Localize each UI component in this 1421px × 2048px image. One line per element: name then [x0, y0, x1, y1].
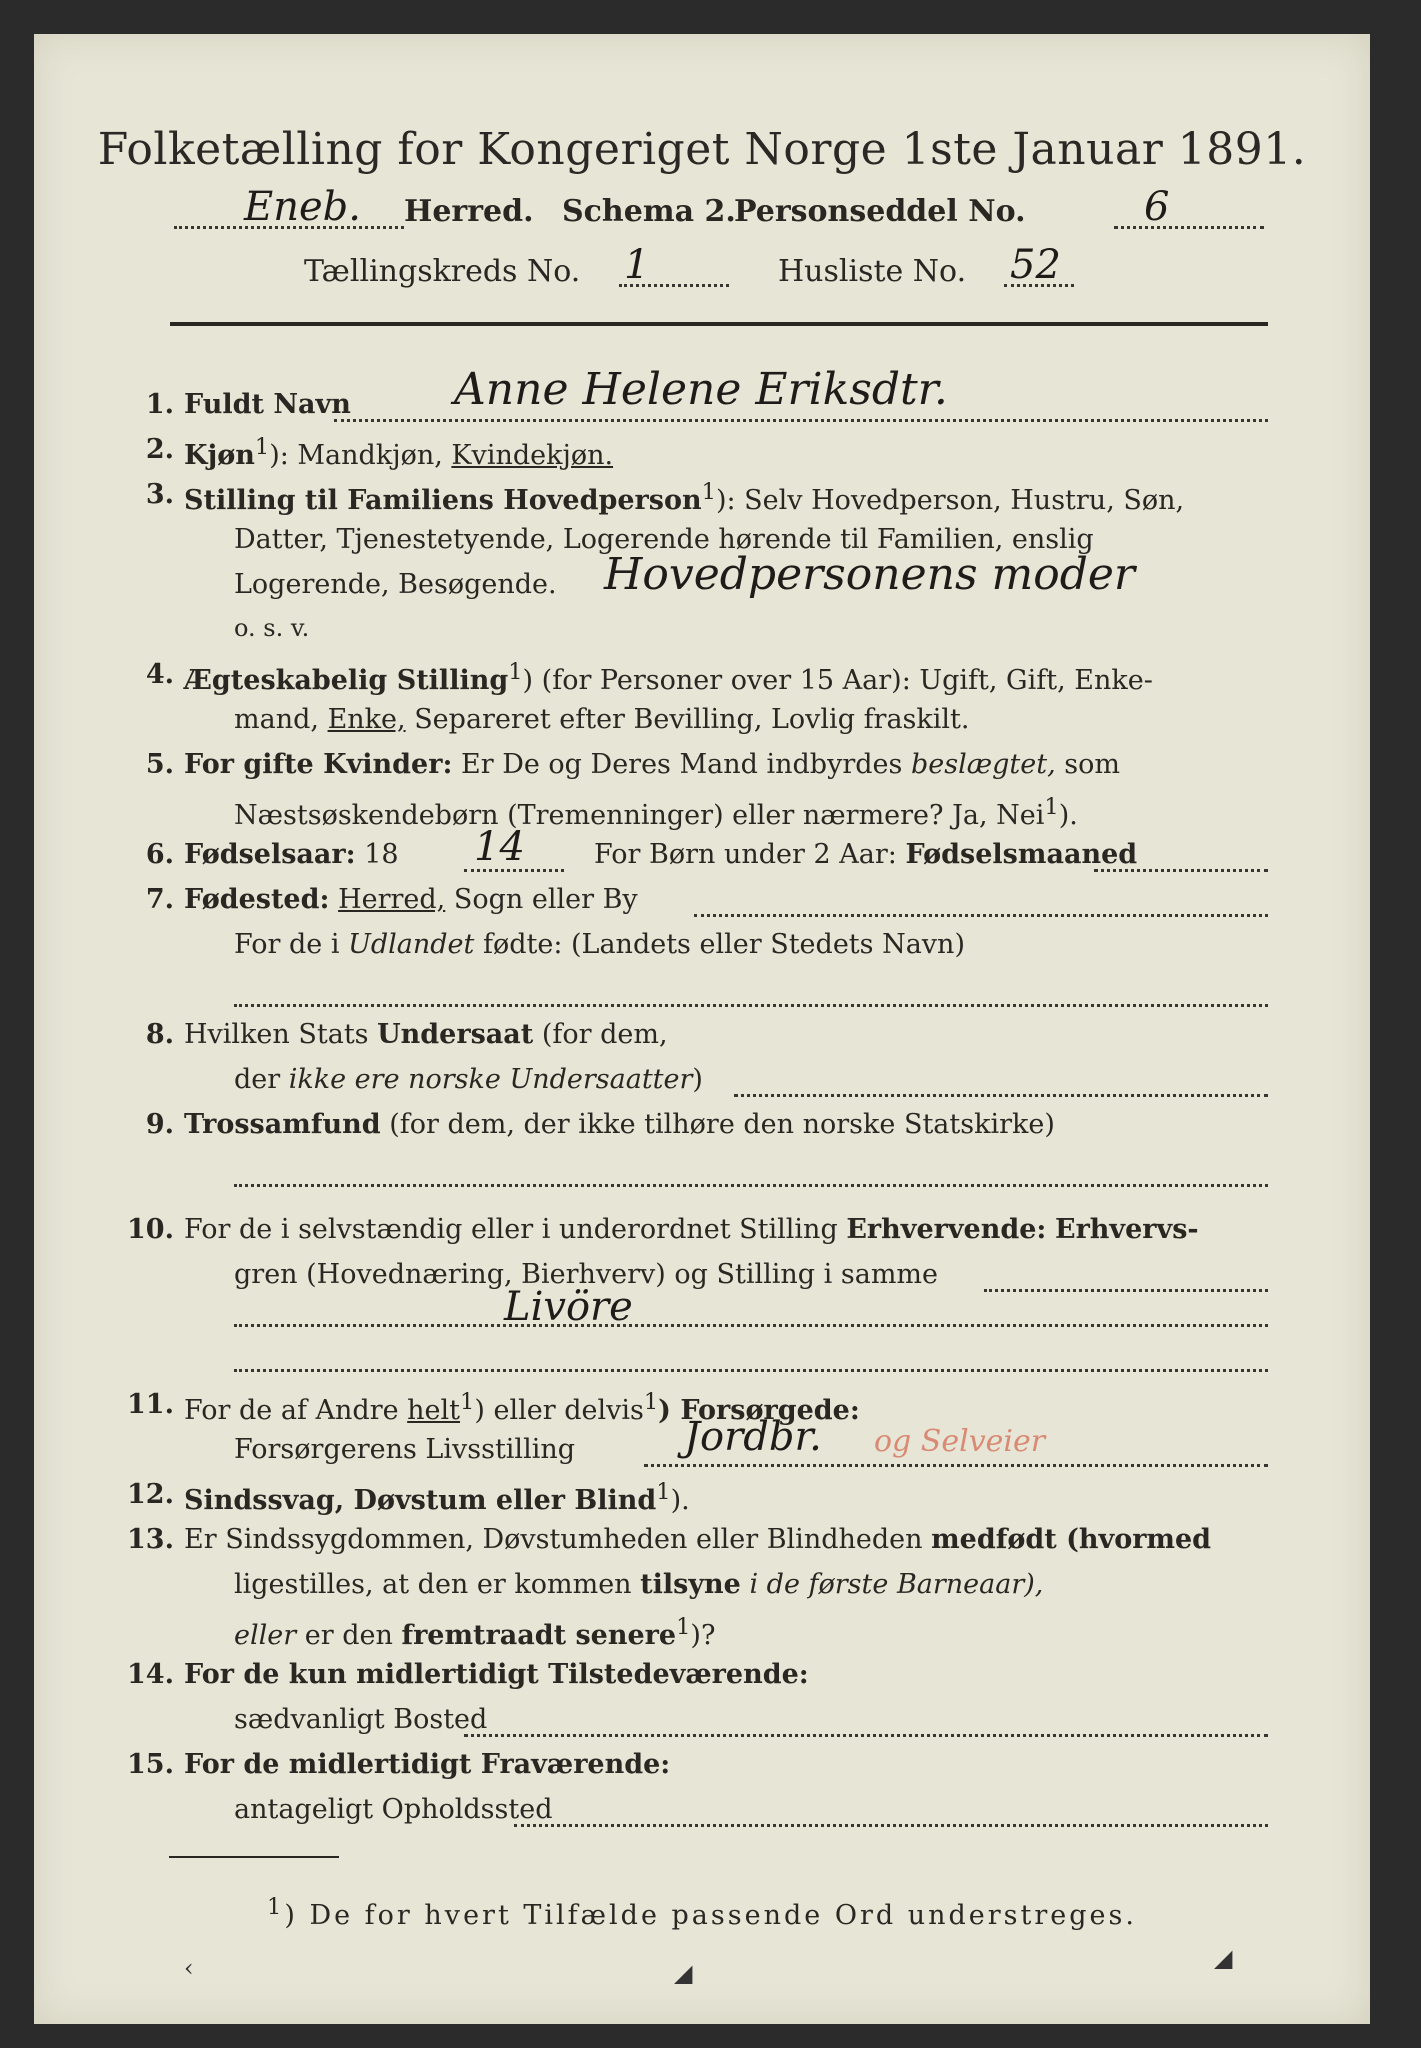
- q12-sup: 1: [656, 1479, 671, 1505]
- q11-line1-d: ) Forsørgede:: [658, 1395, 860, 1426]
- schema-label: Schema 2.: [562, 194, 736, 229]
- corner-mark-right: ◢: [1214, 1944, 1233, 1972]
- q2-text-b: Kvindekjøn.: [451, 440, 614, 471]
- q12-line: [184, 1479, 690, 1516]
- q7-line1-b: Sogn eller By: [453, 884, 638, 915]
- q6-line: [184, 839, 399, 870]
- q10-line1: [184, 1214, 1199, 1245]
- q2-num: 2.: [145, 434, 174, 465]
- q15-num: 15.: [127, 1749, 174, 1780]
- q14-line2: sædvanligt Bosted: [234, 1704, 488, 1735]
- corner-mark-center: ◢: [674, 1959, 693, 1987]
- taellingskreds-value: 1: [624, 242, 650, 288]
- q7-line2-a: For de i: [234, 929, 340, 960]
- taellingskreds-label: Tællingskreds No.: [304, 254, 581, 289]
- header-rule: [170, 322, 1268, 326]
- q2-text: [184, 434, 613, 471]
- q6-num: 6.: [145, 839, 174, 870]
- q3-label: Stilling til Familiens Hovedperson: [184, 485, 702, 516]
- q11-line2: Forsørgerens Livsstilling: [234, 1434, 576, 1465]
- q13-line1: [184, 1524, 1211, 1555]
- q5-line1-a: Er De og Deres Mand indbyrdes: [461, 749, 903, 780]
- q14-num: 14.: [127, 1659, 174, 1690]
- q13-line2: [234, 1569, 1043, 1600]
- q5-close: ).: [1058, 800, 1078, 831]
- q7-line2: [234, 929, 965, 960]
- q13-line3-b: er den: [304, 1620, 393, 1651]
- q10-dotline-3: [234, 1369, 1268, 1372]
- q9-label: Trossamfund: [184, 1109, 381, 1140]
- q11-dotline: [644, 1464, 1268, 1467]
- q7-line2-c: fødte: (Landets eller Stedets Navn): [482, 929, 965, 960]
- q10-dotline-2: [234, 1324, 1268, 1327]
- q5-line1-b: beslægtet,: [910, 749, 1056, 780]
- q13-num: 13.: [127, 1524, 174, 1555]
- q7-dotline-1: [694, 914, 1268, 917]
- q4-label: Ægteskabelig Stilling: [184, 665, 509, 696]
- q10-dotline-1: [984, 1289, 1268, 1292]
- personseddel-dotline: [1114, 226, 1264, 229]
- q8-line1-c: (for dem,: [541, 1019, 668, 1050]
- q6-prefix: 18: [364, 839, 399, 870]
- census-form-page: [34, 34, 1370, 2024]
- q10-line1-b: Erhvervende:: [846, 1214, 1047, 1245]
- q11-sup-b: 1: [643, 1389, 659, 1415]
- q3-num: 3.: [145, 479, 174, 510]
- q10-value: Livöre: [504, 1284, 633, 1330]
- q8-line1: [184, 1019, 668, 1050]
- q13-line2-b: tilsyne: [640, 1569, 741, 1600]
- q2-label: Kjøn: [184, 440, 255, 471]
- q11-line1-b: helt: [407, 1395, 461, 1426]
- personseddel-label: Personseddel No.: [734, 194, 1026, 229]
- q14-label: For de kun midlertidigt Tilstedeværende:: [184, 1659, 809, 1690]
- q3-line1-text: ): Selv Hovedperson, Hustru, Søn,: [715, 485, 1185, 516]
- q6-label3: Fødselsmaaned: [905, 839, 1138, 870]
- q13-line3-a: eller: [234, 1620, 297, 1651]
- q8-num: 8.: [145, 1019, 174, 1050]
- taellingskreds-dotline: [619, 284, 729, 287]
- q1-num: 1.: [145, 389, 174, 420]
- q8-line2-b: ikke ere norske Undersaatter: [288, 1064, 693, 1095]
- footnote-rule: [169, 1856, 339, 1858]
- q5-num: 5.: [145, 749, 174, 780]
- q1-dotline: [334, 419, 1268, 422]
- q8-line1-a: Hvilken Stats: [184, 1019, 369, 1050]
- q8-line1-b: Undersaat: [377, 1019, 534, 1050]
- q10-line1-a: For de i selvstændig eller i underordnet Stilling: [184, 1214, 838, 1245]
- q13-sup: 1: [676, 1614, 691, 1640]
- q12-close: ).: [670, 1485, 690, 1516]
- q6-label: Fødselsaar:: [184, 839, 356, 870]
- q6-label2: For Børn under 2 Aar:: [594, 839, 897, 870]
- q11-value-red: og Selveier: [874, 1424, 1046, 1459]
- q3-value: Hovedpersonens moder: [604, 549, 1135, 600]
- q5-line2: [234, 794, 1078, 831]
- q15-line2: antageligt Opholdssted: [234, 1794, 553, 1825]
- q1-value: Anne Helene Eriksdtr.: [454, 364, 948, 415]
- q6-month-dotline: [1094, 869, 1268, 872]
- q11-num: 11.: [127, 1389, 174, 1420]
- q4-line2-a: mand,: [234, 704, 319, 735]
- q5-sup: 1: [1044, 794, 1059, 820]
- q4-num: 4.: [145, 659, 174, 690]
- q3-line1: [184, 479, 1184, 516]
- q15-label: For de midlertidigt Fraværende:: [184, 1749, 671, 1780]
- q9-dotline: [234, 1184, 1268, 1187]
- q8-line2-a: der: [234, 1064, 281, 1095]
- q2-text-a: ): Mandkjøn,: [269, 440, 443, 471]
- q7-dotline-2: [234, 1004, 1268, 1007]
- q7-line1: [184, 884, 638, 915]
- q10-line1-c: Erhvervs-: [1055, 1214, 1199, 1245]
- q14-dotline: [464, 1734, 1268, 1737]
- q5-line2-text: Næstsøskendebørn (Tremenninger) eller nærmere? Ja, Nei: [234, 800, 1045, 831]
- q13-line3-c: fremtraadt senere: [401, 1620, 677, 1651]
- husliste-value: 52: [1010, 242, 1061, 288]
- q4-line2: [234, 704, 969, 735]
- q13-line1-a: Er Sindssygdommen, Døvstumheden eller Blindheden: [184, 1524, 923, 1555]
- q11-value: Jordbr.: [684, 1414, 822, 1460]
- herred-label: Herred.: [404, 194, 534, 229]
- q7-num: 7.: [145, 884, 174, 915]
- q9-line1-text: (for dem, der ikke tilhøre den norske Statskirke): [389, 1109, 1055, 1140]
- corner-mark-left: ‹: [184, 1954, 194, 1982]
- q15-dotline: [514, 1824, 1268, 1827]
- q5-line1-c: som: [1064, 749, 1120, 780]
- q12-num: 12.: [127, 1479, 174, 1510]
- q8-line2: der ikke ere norske Undersaatter): [234, 1064, 703, 1095]
- q2-sup: 1: [254, 434, 270, 460]
- q6-line2: [594, 839, 1137, 870]
- personseddel-value: 6: [1144, 184, 1170, 230]
- q11-line1-a: For de af Andre: [184, 1395, 399, 1426]
- q11-line1-c: ) eller delvis: [474, 1395, 644, 1426]
- q3-line4: o. s. v.: [234, 614, 310, 642]
- q4-line2-b: Enke,: [327, 704, 406, 735]
- q3-sup: 1: [701, 479, 716, 505]
- q11-sup-a: 1: [460, 1389, 475, 1415]
- q7-line1-a: Herred,: [338, 884, 446, 915]
- q9-line1: [184, 1109, 1055, 1140]
- husliste-label: Husliste No.: [778, 254, 967, 289]
- q4-line1: [184, 659, 1153, 696]
- footnote: [34, 1894, 1370, 1931]
- q4-line1-text: ) (for Personer over 15 Aar): Ugift, Gift, Enke-: [522, 665, 1153, 696]
- q3-line2: Datter, Tjenestetyende, Logerende hørende til Familien, enslig: [234, 524, 1094, 555]
- q13-line1-b: medfødt (hvormed: [931, 1524, 1212, 1555]
- q7-line2-b: Udlandet: [348, 929, 475, 960]
- q3-line3: Logerende, Besøgende.: [234, 569, 557, 600]
- form-title: Folketælling for Kongeriget Norge 1ste Januar 1891.: [97, 124, 1307, 175]
- footnote-text: ) De for hvert Tilfælde passende Ord understreges.: [284, 1900, 1137, 1931]
- q13-line2-c: i de første Barneaar),: [749, 1569, 1044, 1600]
- q10-num: 10.: [127, 1214, 174, 1245]
- q10-line2: gren (Hovednæring, Bierhverv) og Stilling i samme: [234, 1259, 939, 1290]
- footnote-sup: 1: [267, 1894, 285, 1920]
- q6-year-dotline: [464, 869, 564, 872]
- herred-value: Eneb.: [244, 184, 361, 230]
- q4-sup: 1: [508, 659, 523, 685]
- q13-line3: [234, 1614, 715, 1651]
- q12-label: Sindssvag, Døvstum eller Blind: [184, 1485, 657, 1516]
- q4-line2-c: Separeret efter Bevilling, Lovlig fraskilt.: [414, 704, 970, 735]
- q6-value: 14: [474, 824, 525, 870]
- q5-line1: [184, 749, 1120, 780]
- husliste-dotline: [1004, 284, 1074, 287]
- q8-dotline: [734, 1094, 1268, 1097]
- q9-num: 9.: [145, 1109, 174, 1140]
- q7-label: Fødested:: [184, 884, 330, 915]
- q13-line3-d: )?: [690, 1620, 716, 1651]
- q5-label: For gifte Kvinder:: [184, 749, 453, 780]
- q13-line2-a: ligestilles, at den er kommen: [234, 1569, 632, 1600]
- q1-label: Fuldt Navn: [184, 389, 351, 420]
